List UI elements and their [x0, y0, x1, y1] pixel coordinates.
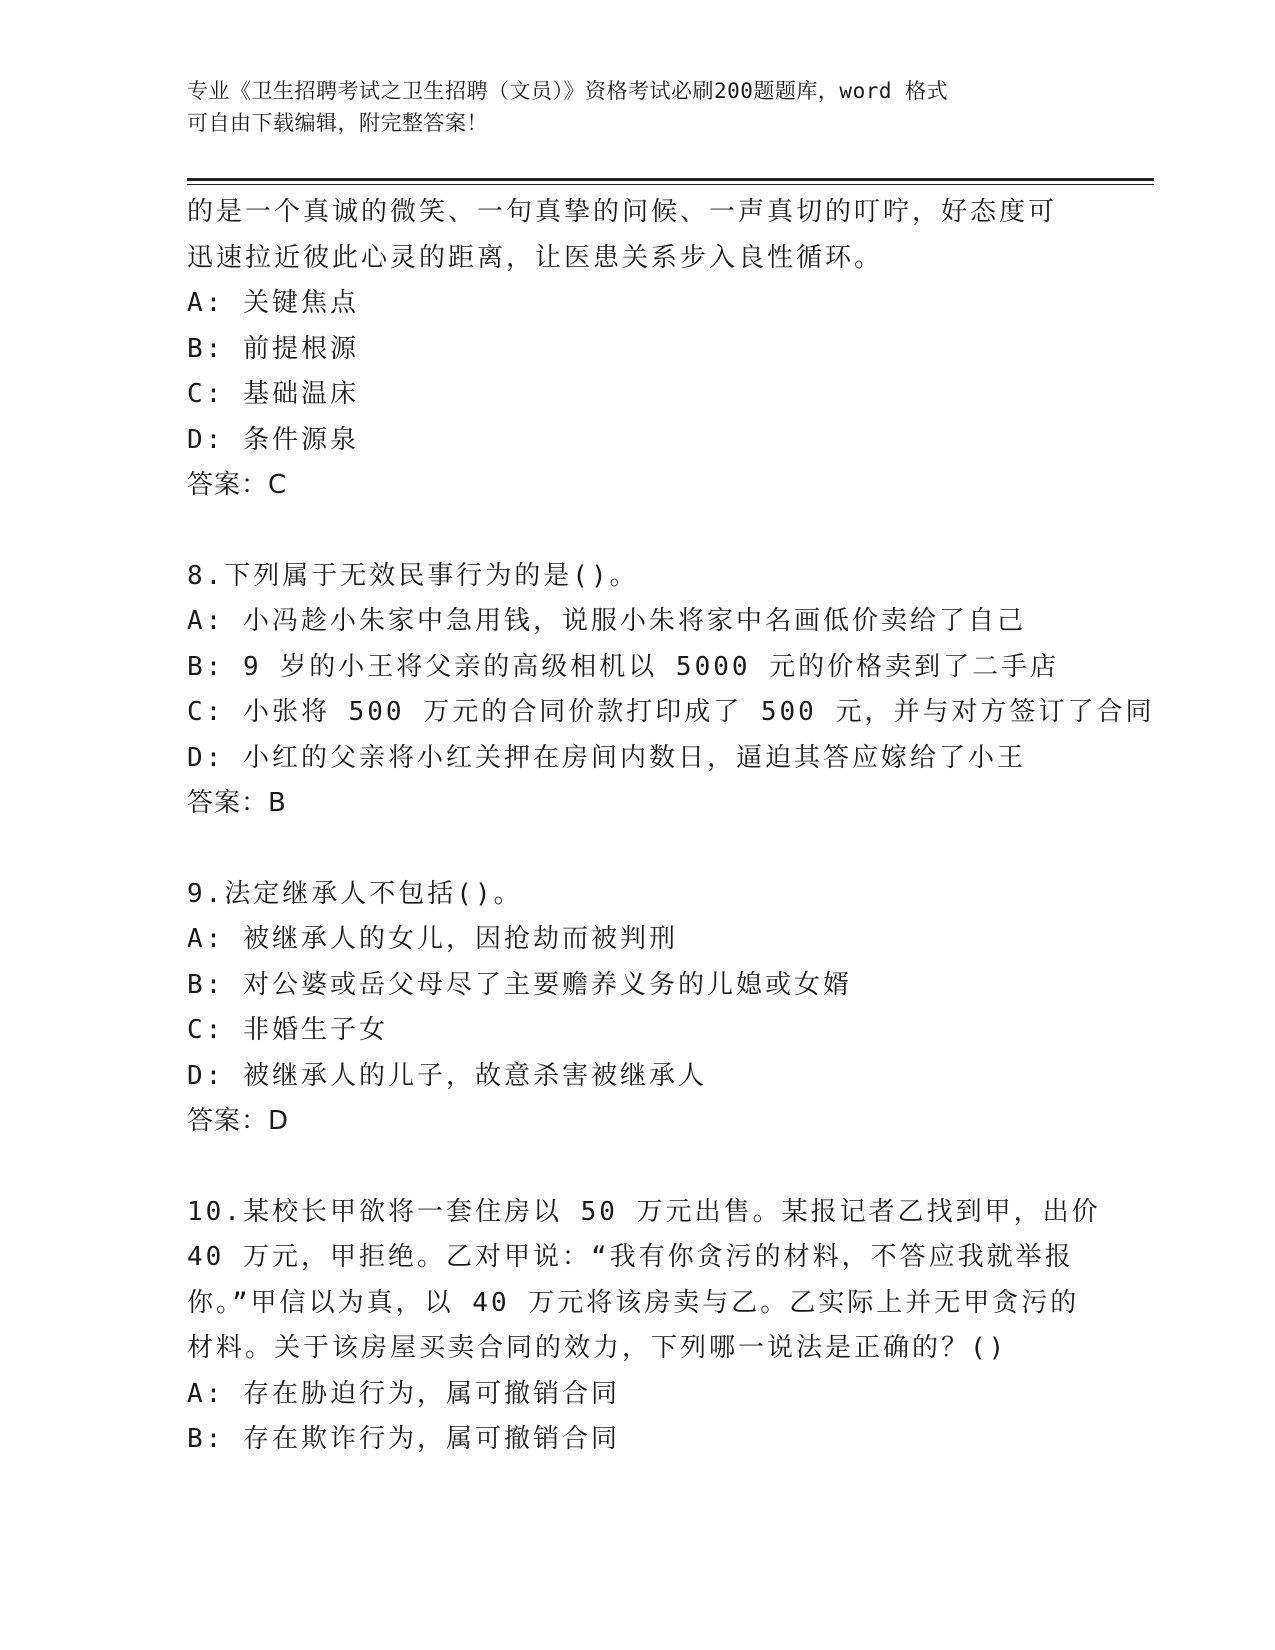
- option-a: A: 存在胁迫行为，属可撤销合同: [187, 1378, 620, 1409]
- header-divider-thin: [187, 184, 1154, 185]
- question-stem-line: 40 万元，甲拒绝。乙对甲说：“我有你贪污的材料，不答应我就举报: [187, 1242, 1074, 1272]
- option-c: C: 基础温床: [187, 379, 359, 409]
- question-9: [187, 872, 1087, 1145]
- question-text-line: 迅速拉近彼此心灵的距离，让医患关系步入良性循环。: [187, 242, 884, 273]
- spacer: [187, 1145, 1087, 1190]
- option-b: B: 对公婆或岳父母尽了主要赡养义务的儿媳或女婿: [187, 969, 852, 1000]
- option-c: C: 小张将 500 万元的合同价款打印成了 500 元，并与对方签订了合同: [187, 697, 1155, 727]
- option-d: D: 条件源泉: [187, 424, 359, 455]
- spacer: [187, 827, 1087, 872]
- option-c: C: 非婚生子女: [187, 1015, 388, 1045]
- option-a: A: 被继承人的女儿，因抢劫而被判刑: [187, 924, 678, 954]
- question-stem-line: 你。”甲信以为真，以 40 万元将该房卖与乙。乙实际上并无甲贪污的: [187, 1287, 1080, 1318]
- option-a: A: 关键焦点: [187, 288, 359, 318]
- answer: 答案：C: [187, 470, 288, 500]
- question-stem: 8.下列属于无效民事行为的是()。: [187, 560, 639, 591]
- option-b: B: 9 岁的小王将父亲的高级相机以 5000 元的价格卖到了二手店: [187, 651, 1060, 682]
- question-text-line: 的是一个真诚的微笑、一句真挚的问候、一声真切的叮咛，好态度可: [187, 197, 1058, 227]
- question-stem-line: 材料。关于该房屋买卖合同的效力，下列哪一说法是正确的？(): [187, 1333, 1008, 1363]
- option-d: D: 被继承人的儿子，故意杀害被继承人: [187, 1060, 707, 1091]
- answer: 答案：B: [187, 788, 287, 818]
- question-10: [187, 1190, 1101, 1463]
- question-content: [187, 190, 1155, 1463]
- header-divider-thick: [187, 178, 1154, 181]
- header-title-line-1: 专业《卫生招聘考试之卫生招聘（文员）》资格考试必刷200题题库，word 格式: [187, 79, 949, 103]
- question-stem: 9.法定继承人不包括()。: [187, 878, 523, 909]
- question-7: [187, 190, 1087, 509]
- question-8: [187, 554, 1155, 827]
- option-b: B: 存在欺诈行为，属可撤销合同: [187, 1424, 620, 1454]
- option-a: A: 小冯趁小朱家中急用钱，说服小朱将家中名画低价卖给了自己: [187, 606, 1026, 636]
- document-header: [187, 75, 1067, 139]
- header-title-line-2: 可自由下载编辑，附完整答案！: [187, 111, 488, 135]
- option-d: D: 小红的父亲将小红关押在房间内数日，逼迫其答应嫁给了小王: [187, 742, 1026, 773]
- spacer: [187, 509, 1087, 554]
- option-b: B: 前提根源: [187, 333, 359, 364]
- answer: 答案：D: [187, 1106, 290, 1136]
- question-stem-line: 10.某校长甲欲将一套住房以 50 万元出售。某报记者乙找到甲，出价: [187, 1196, 1101, 1227]
